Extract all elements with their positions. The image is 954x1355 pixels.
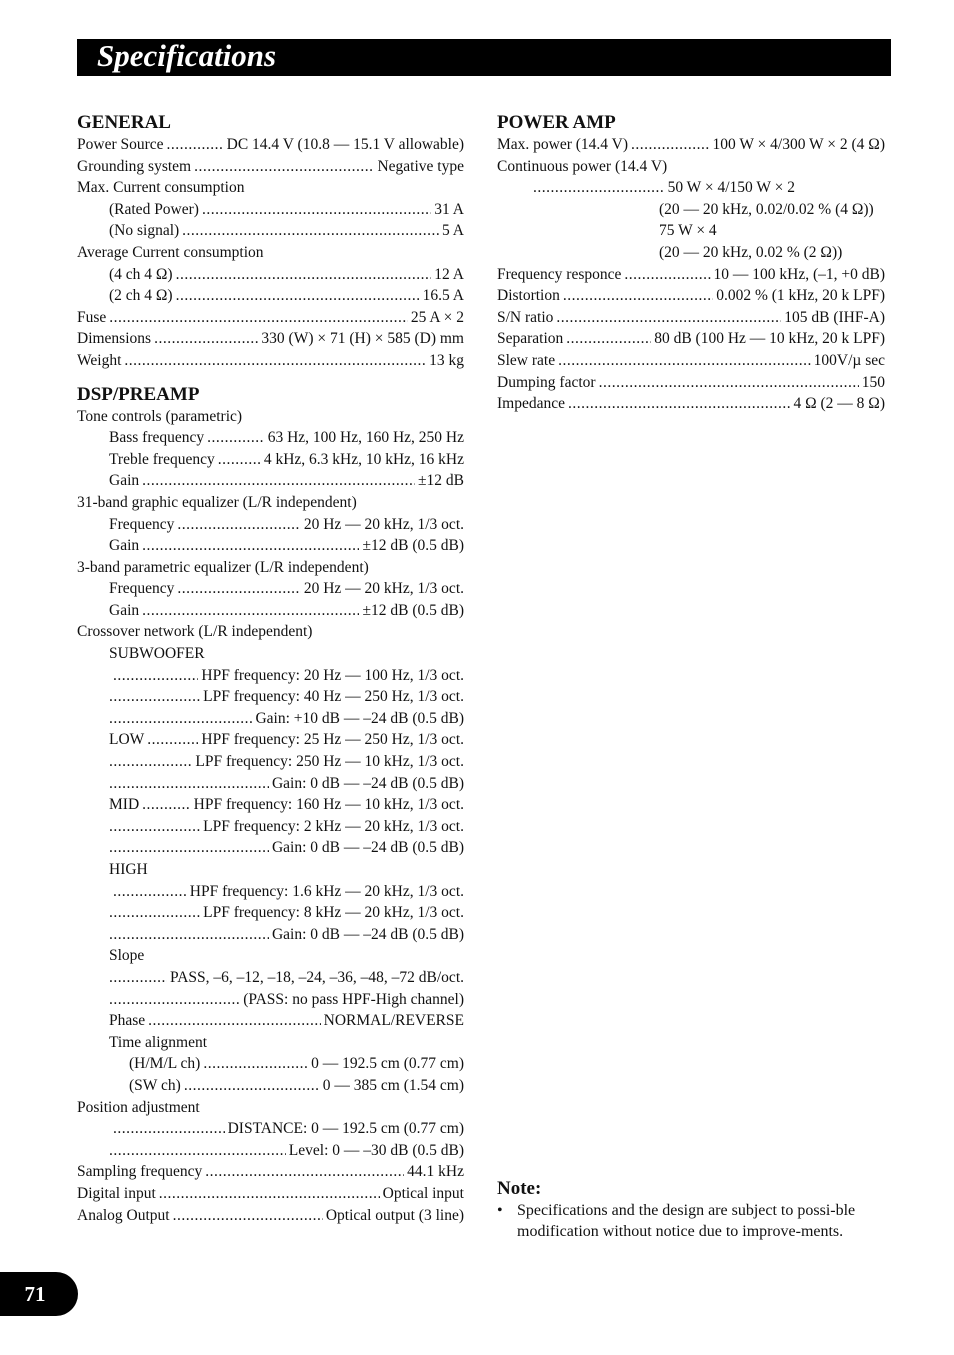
spec-value: 20 Hz — 20 kHz, 1/3 oct. — [303, 515, 464, 533]
bullet-icon: • — [497, 1202, 503, 1219]
spec-label: Sampling frequency — [77, 1163, 203, 1181]
spec-label: Grounding system — [77, 157, 192, 175]
spec-value: 12 A — [434, 265, 464, 283]
spec-value: HPF frequency: 1.6 kHz — 20 kHz, 1/3 oct. — [189, 882, 464, 900]
note-heading: Note: — [497, 1178, 542, 1199]
spec-label: HIGH — [109, 861, 148, 878]
spec-value: DISTANCE: 0 — 192.5 cm (0.77 cm) — [227, 1120, 464, 1138]
spec-value: Level: 0 — –30 dB (0.5 dB) — [288, 1141, 464, 1159]
spec-row — [77, 665, 464, 687]
spec-label: Average Current consumption — [77, 243, 264, 261]
spec-label: Slope — [109, 947, 145, 965]
spec-label: Impedance — [497, 395, 565, 413]
spec-value: Optical output (3 line) — [325, 1206, 464, 1224]
spec-value: 20 Hz — 20 kHz, 1/3 oct. — [303, 580, 464, 598]
spec-row — [497, 393, 885, 415]
dsp-preamp-heading: DSP/PREAMP — [77, 383, 200, 405]
spec-value: 44.1 kHz — [407, 1163, 464, 1181]
spec-row — [77, 449, 464, 471]
spec-label: 75 W × 4 — [659, 222, 717, 240]
spec-label: Continuous power (14.4 V) — [497, 157, 668, 175]
spec-value: Optical input — [382, 1184, 464, 1202]
spec-label: Analog Output — [77, 1206, 170, 1224]
general-heading: GENERAL — [77, 112, 171, 133]
spec-row — [497, 328, 885, 350]
spec-row — [497, 220, 885, 242]
spec-value: 100 W × 4/300 W × 2 (4 Ω) — [712, 136, 885, 153]
spec-row — [77, 708, 464, 730]
spec-row — [77, 156, 464, 178]
spec-value: 0 — 385 cm (1.54 cm) — [322, 1076, 464, 1094]
spec-value: 63 Hz, 100 Hz, 160 Hz, 250 Hz — [267, 429, 464, 447]
spec-label: (Rated Power) — [109, 200, 199, 218]
spec-row — [497, 307, 885, 329]
spec-row — [77, 600, 464, 622]
spec-row — [77, 773, 464, 795]
spec-value: HPF frequency: 20 Hz — 100 Hz, 1/3 oct. — [201, 666, 464, 684]
spec-row — [497, 156, 885, 178]
spec-label: Fuse — [77, 308, 107, 326]
spec-row — [77, 470, 464, 492]
spec-value: 330 (W) × 71 (H) × 585 (D) mm — [261, 330, 464, 348]
spec-label: Gain — [109, 537, 140, 555]
spec-label: Dimensions — [77, 330, 152, 348]
spec-label: Frequency — [109, 515, 175, 533]
spec-label: Tone controls (parametric) — [77, 407, 243, 425]
spec-row — [497, 350, 885, 372]
spec-row — [77, 1140, 464, 1162]
spec-label: (H/M/L ch) — [129, 1055, 201, 1073]
spec-label: Time alignment — [109, 1033, 208, 1051]
spec-label: SUBWOOFER — [109, 645, 205, 663]
spec-row — [77, 1010, 464, 1032]
spec-label: Frequency responce — [497, 265, 622, 283]
spec-label: (2 ch 4 Ω) — [109, 287, 173, 305]
spec-row — [77, 264, 464, 286]
spec-label: S/N ratio — [497, 308, 554, 326]
spec-row — [77, 816, 464, 838]
spec-label: MID — [109, 796, 140, 814]
spec-label: Dumping factor — [497, 373, 596, 391]
spec-value: 13 kg — [429, 351, 464, 369]
spec-label: 3-band parametric equalizer (L/R independent) — [77, 558, 369, 576]
spec-value: LPF frequency: 40 Hz — 250 Hz, 1/3 oct. — [203, 688, 464, 706]
page-title: Specifications — [97, 38, 277, 73]
spec-label: Max. power (14.4 V) — [497, 136, 629, 153]
spec-row — [77, 621, 464, 643]
spec-row — [77, 1205, 464, 1227]
power-amp-heading: POWER AMP — [497, 112, 616, 133]
spec-row — [77, 1075, 464, 1097]
spec-row — [77, 1118, 464, 1140]
spec-row — [77, 578, 464, 600]
spec-row — [497, 177, 885, 199]
spec-label: Power Source — [77, 136, 164, 153]
spec-row — [497, 199, 885, 221]
spec-row — [77, 177, 464, 199]
spec-value: 31 A — [434, 200, 464, 218]
spec-label: Gain — [109, 601, 140, 619]
spec-row — [77, 902, 464, 924]
left-column — [77, 112, 464, 1226]
spec-row — [77, 881, 464, 903]
spec-value: ±12 dB (0.5 dB) — [362, 601, 464, 619]
spec-value: NORMAL/REVERSE — [323, 1012, 464, 1030]
spec-row — [77, 307, 464, 329]
spec-row — [497, 285, 885, 307]
spec-row — [77, 794, 464, 816]
spec-row — [77, 557, 464, 579]
spec-value: 4 kHz, 6.3 kHz, 10 kHz, 16 kHz — [263, 450, 464, 468]
spec-value: PASS, –6, –12, –18, –24, –36, –48, –72 dB/oct. — [170, 968, 464, 986]
spec-row — [77, 328, 464, 350]
title-bar — [77, 39, 891, 76]
spec-value: Gain: 0 dB — –24 dB (0.5 dB) — [271, 774, 464, 792]
spec-value: HPF frequency: 25 Hz — 250 Hz, 1/3 oct. — [201, 731, 464, 749]
spec-label: Crossover network (L/R independent) — [77, 623, 313, 641]
spec-label: Digital input — [77, 1184, 156, 1202]
spec-label: Position adjustment — [77, 1098, 200, 1116]
spec-value: 150 — [861, 373, 885, 391]
spec-value: Gain: 0 dB — –24 dB (0.5 dB) — [271, 925, 464, 943]
spec-label: (No signal) — [109, 222, 180, 240]
spec-value: LPF frequency: 2 kHz — 20 kHz, 1/3 oct. — [203, 817, 464, 835]
spec-value: 100V/µ sec — [813, 351, 885, 369]
spec-label: (20 — 20 kHz, 0.02/0.02 % (4 Ω)) — [659, 200, 874, 218]
spec-row — [77, 514, 464, 536]
spec-row — [77, 1032, 464, 1054]
spec-row — [77, 989, 464, 1011]
spec-label: Phase — [109, 1012, 146, 1030]
spec-value: Gain: +10 dB — –24 dB (0.5 dB) — [255, 709, 464, 727]
spec-row — [497, 264, 885, 286]
spec-value: 5 A — [442, 222, 464, 240]
spec-value: HPF frequency: 160 Hz — 10 kHz, 1/3 oct. — [193, 796, 464, 814]
spec-value: ±12 dB — [418, 472, 464, 490]
spec-label: Bass frequency — [109, 429, 205, 447]
spec-label: 31-band graphic equalizer (L/R independent) — [77, 493, 357, 511]
spec-row — [77, 859, 464, 881]
spec-label: Slew rate — [497, 351, 556, 369]
spec-value: 80 dB (100 Hz — 10 kHz, 20 k LPF) — [654, 330, 885, 348]
spec-row — [77, 220, 464, 242]
spec-value: Gain: 0 dB — –24 dB (0.5 dB) — [271, 839, 464, 857]
spec-value: 105 dB (IHF-A) — [784, 308, 885, 326]
spec-row — [77, 924, 464, 946]
spec-row — [77, 1183, 464, 1205]
spec-value: 10 — 100 kHz, (–1, +0 dB) — [713, 265, 885, 283]
spec-value: 0 — 192.5 cm (0.77 cm) — [311, 1055, 464, 1073]
spec-row — [77, 1053, 464, 1075]
note-text: Specifications and the design are subject to possi-ble modification without notice due to improve-ments. — [517, 1202, 856, 1240]
spec-value: LPF frequency: 8 kHz — 20 kHz, 1/3 oct. — [203, 904, 464, 922]
spec-value: 0.002 % (1 kHz, 20 k LPF) — [716, 287, 885, 305]
spec-label: Frequency — [109, 580, 175, 598]
spec-row — [77, 1097, 464, 1119]
spec-row — [77, 729, 464, 751]
spec-row — [77, 643, 464, 665]
spec-row — [497, 242, 885, 264]
spec-row — [497, 134, 885, 156]
spec-row — [77, 134, 464, 156]
spec-row — [77, 751, 464, 773]
spec-label: (20 — 20 kHz, 0.02 % (2 Ω)) — [659, 243, 843, 261]
spec-label: Max. Current consumption — [77, 179, 245, 197]
spec-row — [77, 199, 464, 221]
spec-value: 4 Ω (2 — 8 Ω) — [793, 395, 885, 413]
spec-value: 25 A × 2 — [410, 308, 464, 326]
spec-row — [77, 837, 464, 859]
note-block — [497, 1178, 885, 1242]
spec-row — [77, 350, 464, 372]
spec-row — [77, 427, 464, 449]
spec-value: 16.5 A — [422, 287, 464, 305]
spec-label: Gain — [109, 472, 140, 490]
spec-row — [77, 945, 464, 967]
spec-row — [77, 492, 464, 514]
spec-label: (4 ch 4 Ω) — [109, 265, 173, 283]
note-item — [497, 1200, 885, 1242]
page-number-tab — [0, 1272, 78, 1316]
spec-label: Treble frequency — [109, 450, 215, 468]
spec-row — [77, 535, 464, 557]
right-column — [497, 112, 885, 415]
spec-row — [497, 372, 885, 394]
spec-row — [77, 686, 464, 708]
spec-label: LOW — [109, 731, 145, 749]
spec-value: ±12 dB (0.5 dB) — [362, 537, 464, 555]
spec-label: (SW ch) — [129, 1076, 181, 1094]
spec-row — [77, 242, 464, 264]
spec-value: DC 14.4 V (10.8 — 15.1 V allowable) — [226, 136, 464, 153]
spec-row — [77, 967, 464, 989]
spec-value: LPF frequency: 250 Hz — 10 kHz, 1/3 oct. — [195, 753, 464, 771]
spec-value: 50 W × 4/150 W × 2 — [667, 179, 795, 197]
spec-row — [77, 1161, 464, 1183]
spec-label: Separation — [497, 330, 564, 348]
spec-row — [77, 285, 464, 307]
spec-label: Distortion — [497, 287, 560, 305]
page-number: 71 — [24, 1282, 46, 1306]
spec-value: Negative type — [377, 157, 464, 175]
spec-row — [77, 406, 464, 428]
spec-value: (PASS: no pass HPF-High channel) — [243, 990, 464, 1008]
spec-label: Weight — [77, 351, 122, 369]
